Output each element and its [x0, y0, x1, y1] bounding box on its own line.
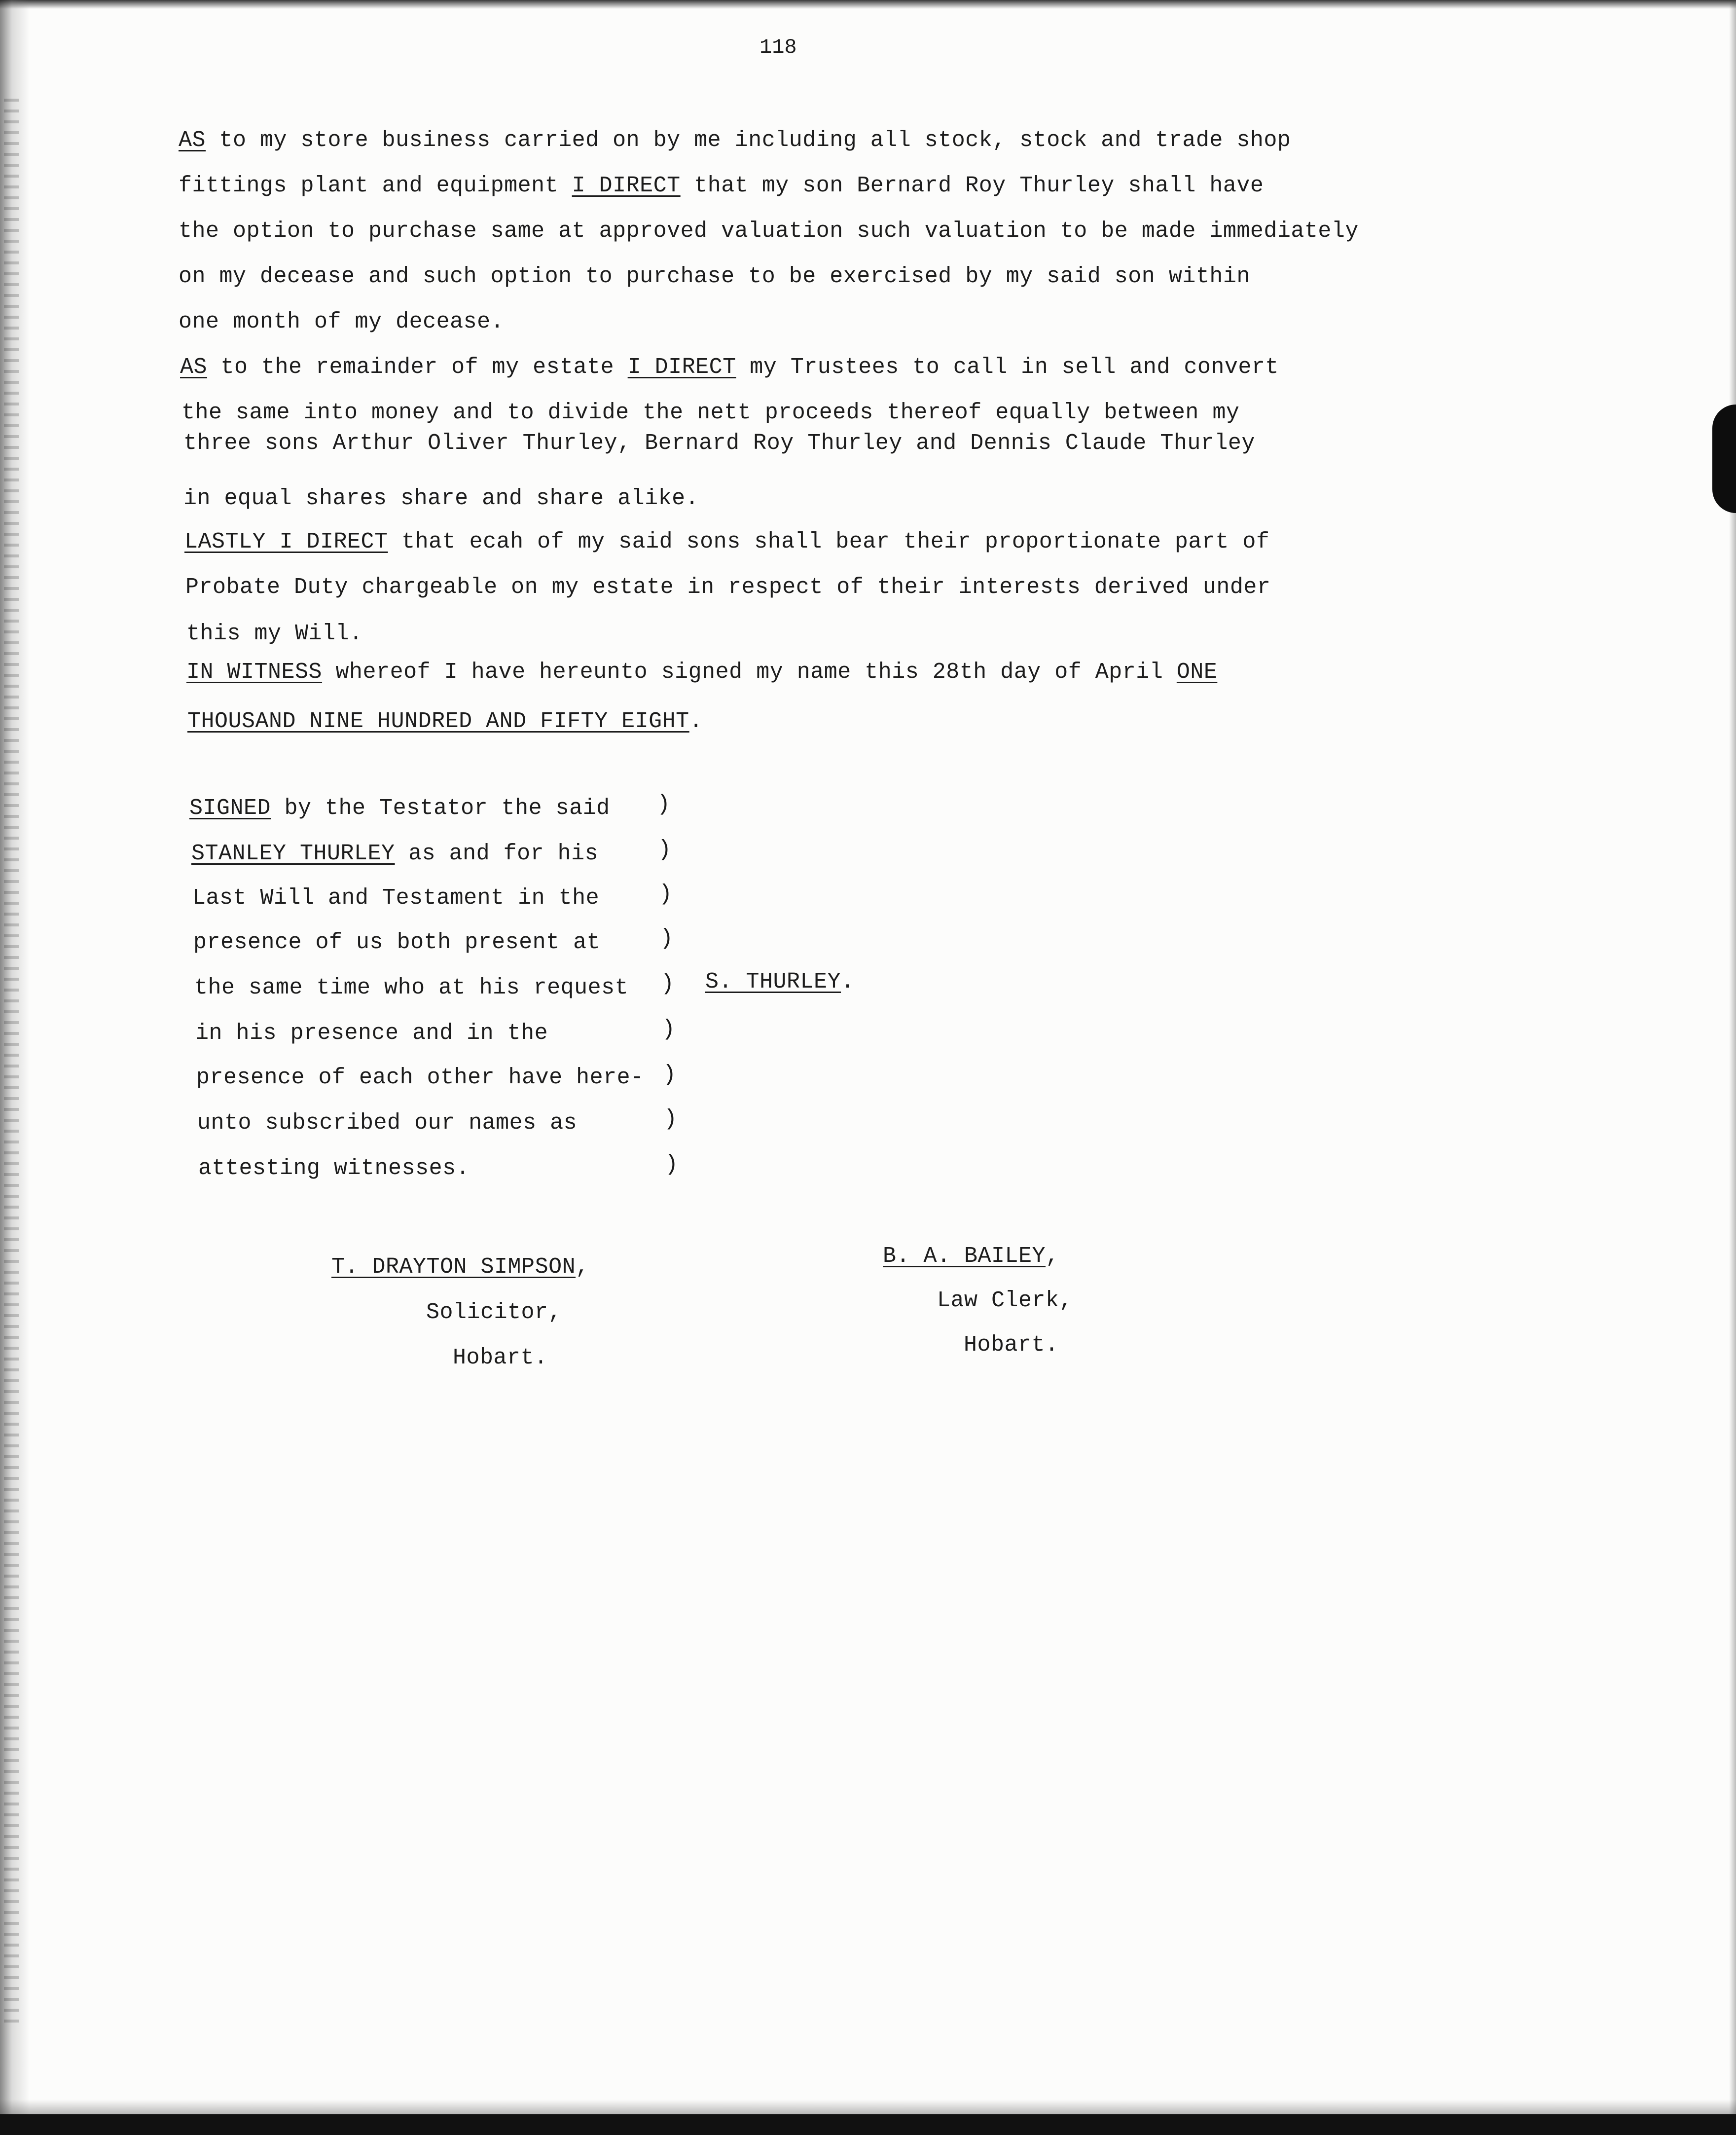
- paragraph-witness-line-2: THOUSAND NINE HUNDRED AND FIFTY EIGHT.: [187, 709, 703, 734]
- page-number: 118: [760, 36, 797, 59]
- witness-2-place: Hobart.: [964, 1332, 1059, 1358]
- scan-edge-top: [0, 0, 1736, 9]
- witness-1-role: Solicitor,: [426, 1300, 562, 1325]
- attestation-line-8: unto subscribed our names as: [197, 1110, 578, 1136]
- heading-i-direct: I DIRECT: [627, 355, 736, 380]
- paragraph-store-line-4: on my decease and such option to purchase to be exercised by my said son within: [179, 264, 1250, 289]
- attestation-line-1: SIGNED by the Testator the said: [189, 796, 610, 821]
- bracket: ): [663, 1062, 677, 1087]
- bracket: ): [665, 1152, 679, 1177]
- bracket: ): [662, 1017, 676, 1042]
- attestation-line-5: the same time who at his request: [194, 975, 629, 1000]
- attestation-line-4: presence of us both present at: [193, 930, 601, 955]
- paragraph-remainder-line-1: AS to the remainder of my estate I DIRECT my Trustees to call in sell and convert: [180, 355, 1279, 380]
- witness-2-role: Law Clerk,: [937, 1288, 1073, 1313]
- heading-signed: SIGNED: [189, 796, 271, 821]
- heading-lastly-i-direct: LASTLY I DIRECT: [184, 529, 388, 554]
- paragraph-lastly-line-3: this my Will.: [186, 621, 363, 646]
- heading-i-direct: I DIRECT: [572, 173, 681, 198]
- paragraph-lastly-line-1: LASTLY I DIRECT that ecah of my said sons shall bear their proportionate part of: [184, 529, 1270, 554]
- testator-signature: S. THURLEY.: [705, 969, 855, 994]
- paragraph-witness-line-1: IN WITNESS whereof I have hereunto signed my name this 28th day of April ONE: [186, 660, 1218, 685]
- paragraph-lastly-line-2: Probate Duty chargeable on my estate in respect of their interests derived under: [185, 575, 1271, 600]
- witness-1-name: T. DRAYTON SIMPSON,: [331, 1254, 589, 1280]
- paragraph-store-line-3: the option to purchase same at approved valuation such valuation to be made immediately: [179, 219, 1359, 244]
- attestation-line-6: in his presence and in the: [195, 1021, 548, 1046]
- paragraph-remainder-line-3: three sons Arthur Oliver Thurley, Bernard Roy Thurley and Dennis Claude Thurley: [183, 431, 1255, 456]
- heading-as: AS: [180, 355, 208, 380]
- bracket: ): [657, 792, 671, 817]
- heading-in-witness: IN WITNESS: [186, 660, 323, 685]
- paragraph-store-line-5: one month of my decease.: [179, 309, 505, 334]
- date-one: ONE: [1176, 660, 1218, 685]
- bracket: ): [660, 926, 674, 951]
- scan-edge-bottom: [0, 2114, 1736, 2135]
- bracket: ): [664, 1106, 678, 1132]
- paragraph-remainder-line-4: in equal shares share and share alike.: [183, 486, 699, 511]
- bracket: ): [658, 837, 672, 862]
- testator-name: STANLEY THURLEY: [191, 841, 395, 866]
- bracket: ): [661, 971, 675, 996]
- bracket: ): [659, 882, 673, 907]
- witness-2-name: B. A. BAILEY,: [883, 1244, 1059, 1269]
- scan-binding-mark: [1712, 405, 1736, 513]
- scan-edge-left-speckle: [4, 99, 19, 2023]
- heading-as: AS: [179, 128, 206, 153]
- date-year: THOUSAND NINE HUNDRED AND FIFTY EIGHT: [187, 709, 689, 734]
- attestation-line-2: STANLEY THURLEY as and for his: [191, 841, 599, 866]
- scan-edge-bottom-fade: [0, 2099, 1736, 2114]
- attestation-line-9: attesting witnesses.: [198, 1156, 470, 1181]
- scan-edge-right: [1729, 0, 1736, 2135]
- attestation-line-3: Last Will and Testament in the: [192, 885, 600, 911]
- paragraph-store-line-1: AS to my store business carried on by me including all stock, stock and trade shop: [179, 128, 1291, 153]
- paragraph-store-line-2: fittings plant and equipment I DIRECT that my son Bernard Roy Thurley shall have: [179, 173, 1264, 198]
- witness-1-place: Hobart.: [453, 1345, 548, 1370]
- attestation-line-7: presence of each other have here-: [196, 1065, 644, 1090]
- paragraph-remainder-line-2: the same into money and to divide the nett proceeds thereof equally between my: [181, 400, 1240, 425]
